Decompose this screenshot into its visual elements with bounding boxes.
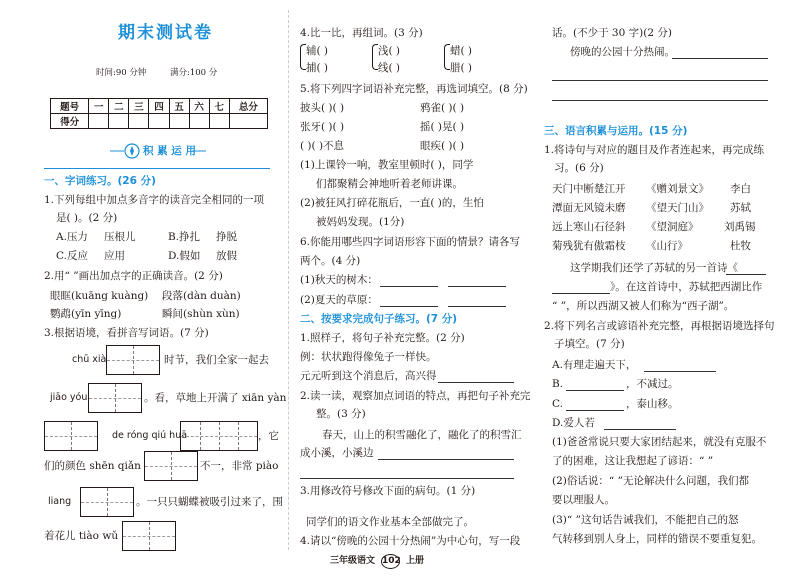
q3-text: 着花儿 tiào wǔ [44,530,119,542]
page-number: 102 [381,554,400,569]
q3-text: 。一只只蝴蝶被吸引过来了，围 [136,496,283,508]
q5-sentence: 们都聚精会神地听着老师讲课。 [316,178,463,190]
answer-line[interactable] [566,410,624,411]
p2-stem-2: 子填空。(7 分) [554,338,625,350]
proverb-c-end: ，泰山移。 [626,398,679,410]
poem-author[interactable]: 刘禹锡 [724,221,756,233]
q4-item[interactable]: 浅( ) [378,45,401,57]
proverb-b: B. [552,378,564,390]
s3-sentence: 同学们的语文作业基本全部做完了。 [306,516,474,528]
write-box[interactable] [88,383,142,413]
answer-line[interactable] [552,80,768,81]
score-cell[interactable] [89,114,109,129]
write-box[interactable] [106,345,160,375]
q5-idiom[interactable]: 鸦雀( )( ) [420,102,465,114]
score-cell[interactable] [149,114,169,129]
badge-label: 积 累 运 用 [143,145,196,157]
page-footer [330,553,424,569]
q5-idiom[interactable]: 披头( )( ) [300,102,345,114]
poem-title[interactable]: 《赠刘景文》 [646,183,709,195]
q2-item[interactable]: 瞬间(shùn xùn) [162,308,240,320]
q3-text: 。看，草地上开满了 xiān yàn [144,392,287,404]
poem-line[interactable]: 菊残犹有傲霜枝 [552,240,626,252]
q3-text: ，它 [258,430,279,442]
page-title: 期末测试卷 [118,23,213,43]
score-row-label: 得分 [51,114,89,129]
proverb-b-end: ，不减过。 [626,378,679,390]
p2-sentence[interactable]: (3)“ ”这句话告诫我们，不能把自己的怒 [552,514,739,526]
p2-sentence: 了的困难，这让我想起了谚语：“ ” [552,455,714,467]
answer-line[interactable] [380,286,438,287]
q3-text: 们的颜色 shēn qiǎn [44,460,141,472]
score-cell[interactable] [129,114,149,129]
p2-stem: 2.将下列名言或谚语补充完整，再根据语境选择句 [544,320,775,332]
q1-option-b-word: 挣脱 [216,231,237,243]
p2-sentence[interactable]: (2)俗话说：“ ”无论解决什么问题，我们都 [552,475,749,487]
q1-option-b[interactable]: B.挣扎 [168,231,201,243]
q3-text: 不一，非常 piào [200,460,279,472]
section-badge [110,140,206,162]
q4-item[interactable]: 线( ) [378,62,401,74]
write-box[interactable] [44,421,98,451]
q4-stem: 4.比一比，再组词。(3 分) [300,27,423,39]
score-cell[interactable] [209,114,229,129]
q5-sentence[interactable]: (2)被狂风打碎花瓶后，一直( )的，生怕 [300,197,484,209]
q2-item[interactable]: 段落(dàn duàn) [162,290,241,302]
q5-idiom[interactable]: 眼疾( )( ) [420,140,465,152]
q3-pinyin: jiāo yóu [50,392,88,403]
time-limit: 时间:90 分钟 [96,68,147,78]
s4-stem: 4.请以“傍晚的公园十分热闹”为中心句，写一段 [300,535,521,547]
q1-stem: 1.下列每组中加点多音字的读音完全相同的一项 [44,194,265,206]
p2-sentence[interactable]: (1)爸爸常说只要大家团结起来，就没有克服不 [552,436,767,448]
divider [44,168,270,169]
q1-option-d[interactable]: D.假如 [168,250,201,262]
column-1 [44,0,287,560]
score-cell[interactable] [189,114,209,129]
q1-option-a-word: 压根儿 [104,231,136,243]
q4-item[interactable]: 辅( ) [306,45,329,57]
write-box[interactable] [122,521,176,551]
score-table [50,98,268,129]
answer-line[interactable] [438,382,514,383]
score-cell[interactable] [109,114,129,129]
q2-item[interactable]: 眼眶(kuāng kuàng) [50,290,149,302]
q5-idiom[interactable]: 张牙( )( ) [300,121,345,133]
p1-text: 》。在这首诗中，苏轼把西湖比作 [610,281,763,293]
q3-pinyin: chū xià [72,354,107,365]
s2-text: 春天，山上的积雪融化了，融化了的积雪汇 [322,429,522,441]
write-box[interactable] [144,451,198,481]
q6-stem: 6.你能用哪些四字词语形容下面的情景？请各写 [300,236,521,248]
proverb-d: D.爱人若 [552,417,595,429]
poem-line[interactable]: 远上寒山石径斜 [552,221,626,233]
q5-sentence[interactable]: (1)上课铃一响，教室里顿时( )，同学 [300,159,474,171]
poem-line[interactable]: 潭面无风镜未磨 [552,202,626,214]
p1-stem-2: 习。(6 分) [554,162,604,174]
q3-pinyin: liang [48,496,72,507]
s4-sentence: 傍晚的公园十分热闹。 [570,46,675,58]
q5-sentence: 被妈妈发现。(1分) [316,216,405,228]
q3-stem: 3.根据语境，看拼音写词语。(7 分) [44,327,209,339]
footer-grade: 三年级语文 [330,556,376,566]
score-header-cell: 六 [189,99,209,114]
answer-line[interactable] [604,429,676,430]
score-header-cell: 一 [89,99,109,114]
poem-author[interactable]: 杜牧 [730,240,751,252]
q1-option-a[interactable]: A.压力 [56,231,88,243]
answer-line[interactable] [552,100,768,101]
section-3-title: 三、语言积累与运用。(15 分) [544,125,688,137]
answer-line[interactable] [300,478,514,479]
q5-idiom[interactable]: 摇( )晃( ) [420,121,465,133]
q1-option-c-word: 应用 [104,250,125,262]
s1-question: 元元听到这个消息后，高兴得 [300,370,437,382]
answer-line[interactable] [380,306,438,307]
q6-item: (1)秋天的树木： [300,274,378,286]
section-2-title: 二、按要求完成句子练习。(7 分) [300,313,458,325]
p1-stem: 1.将诗句与对应的题目及作者连起来，再完成练 [544,144,765,156]
poem-author[interactable]: 苏轼 [730,202,751,214]
q1-option-d-word: 放假 [216,250,237,262]
s2-stem: 2.读一读，观察加点词语的特点，再把句子补充完 [300,390,531,402]
s3-stem: 3.用修改符号修改下面的病句。(1 分) [300,485,476,497]
score-cell[interactable] [169,114,189,129]
answer-line[interactable] [566,390,624,391]
score-header-cell: 五 [169,99,189,114]
answer-line[interactable] [644,371,716,372]
p1-text: “ ”，所以西湖又被人们称为“西子湖”。 [552,300,735,312]
p1-text: 这学期我们还学了苏轼的另一首诗《 [570,262,738,274]
q3-text: 时节，我们全家一起去 [164,354,269,366]
q1-stem-2: 是( )。(2 分) [56,212,118,224]
poem-author[interactable]: 李白 [730,183,751,195]
score-table-header [51,99,268,114]
score-header-cell: 总分 [229,99,267,114]
answer-line[interactable] [448,306,506,307]
score-cell[interactable] [229,114,267,129]
poem-line[interactable]: 天门中断楚江开 [552,183,626,195]
score-header-cell: 四 [149,99,169,114]
answer-line[interactable] [672,58,768,59]
q5-stem: 5.将下列四字词语补充完整，再选词填空。(8 分) [300,83,528,95]
full-score: 满分:100 分 [170,68,218,78]
score-header-cell: 题号 [51,99,89,114]
q6-stem-2: 两个。(4 分) [300,255,361,267]
q1-option-c[interactable]: C.反应 [56,250,88,262]
p2-sentence: 要以理服人。 [552,494,615,506]
proverb-c: C. [552,398,563,410]
poem-title[interactable]: 《望天门山》 [646,202,709,214]
write-box[interactable] [180,421,258,451]
score-header-cell: 二 [109,99,129,114]
score-header-cell: 七 [209,99,229,114]
q6-item: (2)夏天的草原： [300,294,378,306]
q5-idiom[interactable]: ( )( )不息 [300,140,345,152]
q3-pinyin: de róng qiú huā [112,430,188,441]
s1-stem: 1.照样子，将句子补充完整。(2 分) [300,332,465,344]
column-2 [300,0,531,560]
footer-volume: 上册 [406,556,425,566]
score-header-cell: 三 [129,99,149,114]
s2-stem-2: 整。(3 分) [316,408,366,420]
poem-title[interactable]: 《山行》 [646,240,688,252]
answer-line[interactable] [552,293,610,294]
q2-item[interactable]: 鹦鹉(yīn yīng) [50,308,122,320]
p2-sentence: 气转移到别人身上，同样的错误不要重复犯。 [552,533,762,545]
q4-item[interactable]: 蜡( ) [450,45,473,57]
poem-title[interactable]: 《望洞庭》 [646,221,699,233]
s2-text: 成小溪，小溪边 [300,447,374,459]
answer-line[interactable] [726,274,766,275]
score-table-row [51,114,268,129]
s1-example: 例：状状跑得像兔子一样快。 [300,351,437,363]
section-1-title: 一、字词练习。(26 分) [44,175,156,187]
q4-item[interactable]: 腊( ) [450,62,473,74]
proverb-a: A.有理走遍天下， [552,359,637,371]
column-divider [288,10,289,550]
answer-line[interactable] [448,286,506,287]
column-3 [544,0,775,560]
q2-stem: 2.用“ ”画出加点字的正确读音。(2 分) [44,270,223,282]
write-box[interactable] [80,487,134,517]
s4-stem-cont: 话。(不少于 30 字)(2 分) [552,27,672,39]
answer-line[interactable] [378,459,514,460]
q4-item[interactable]: 捕( ) [306,62,329,74]
